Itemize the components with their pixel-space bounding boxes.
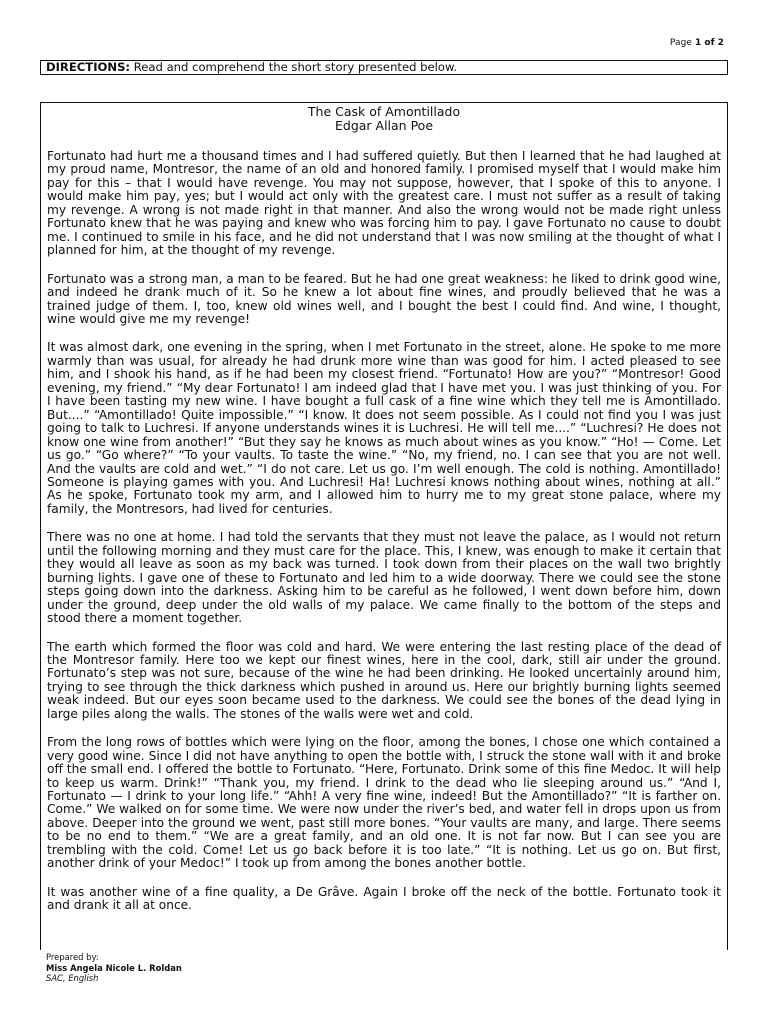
story-paragraph: There was no one at home. I had told the servants that they must not leave the palace, as I would not return until the following morning and they must care for the place. This, I knew, was enough to make it certain that they would all leave as soon as my back was turned. I took down from their places on the wall two brightly burning lights. I gave one of these to Fortunato and led him to a wide doorway. There we could see the stone steps going down into the darkness. Asking him to be careful as he followed, I went down before him, down under the ground, deep under the old walls of my palace. We came finally to the bottom of the steps and stood there a moment together.: [47, 530, 721, 626]
story-paragraph: It was almost dark, one evening in the spring, when I met Fortunato in the street, alone. He spoke to me more warmly than was usual, for already he had drunk more wine than was good for him. I acted pleased to see him, and I shook his hand, as if he had been my closest friend. “Fortunato! How are you?” “Montresor! Good evening, my friend.” “My dear Fortunato! I am indeed glad that I have met you. I was just thinking of you. For I have been tasting my new wine. I have bought a full cask of a fine wine which they tell me is Amontillado. But....” “Amontillado! Quite impossible.” “I know. It does not seem possible. As I could not find you I was just going to talk to Luchresi. If anyone understands wines it is Luchresi. He will tell me....” “Luchresi? He does not know one wine from another!” “But they say he knows as much about wines as you know.” “Ho! — Come. Let us go.” “Go where?” “To your vaults. To taste the wine.” “No, my friend, no. I can see that you are not well. And the vaults are cold and wet.” “I do not care. Let us go. I’m well enough. The cold is nothing. Amontillado! Someone is playing games with you. And Luchresi! Ha! Luchresi knows nothing about wines, nothing at all.” As he spoke, Fortunato took my arm, and I allowed him to hurry me to my great stone palace, where my family, the Montresors, had lived for centuries.: [47, 340, 721, 516]
preparer-name: Miss Angela Nicole L. Roldan: [46, 962, 182, 973]
story-paragraph: From the long rows of bottles which were lying on the floor, among the bones, I chose one which contained a very good wine. Since I did not have anything to open the bottle with, I struck the stone wall with it and broke off the small end. I offered the bottle to Fortunato. “Here, Fortunato. Drink some of this fine Medoc. It will help to keep us warm. Drink!” “Thank you, my friend. I drink to the dead who lie sleeping around us.” “And I, Fortunato — I drink to your long life.” “Ahh! A very fine wine, indeed! But the Amontillado?” “It is farther on. Come.” We walked on for some time. We were now under the river’s bed, and water fell in drops upon us from above. Deeper into the ground we went, past still more bones. “Your vaults are many, and large. There seems to be no end to them.” “We are a great family, and an old one. It is not far now. But I can see you are trembling with the cold. Come! Let us go back before it is too late.” “It is nothing. Let us go on. But first, another drink of your Medoc!” I took up from among the bones another bottle.: [47, 735, 721, 871]
page-number: [670, 38, 724, 48]
directions-label: DIRECTIONS:: [46, 60, 131, 74]
directions-text: Read and comprehend the short story presented below.: [133, 60, 458, 74]
directions-box: [40, 60, 728, 75]
prepared-by-label: Prepared by:: [46, 952, 99, 962]
story-body: [41, 150, 727, 913]
story-title: The Cask of Amontillado: [307, 104, 461, 119]
story-author: Edgar Allan Poe: [334, 118, 434, 133]
page-total: 2: [717, 38, 724, 48]
story-paragraph: It was another wine of a fine quality, a De Grâve. Again I broke off the neck of the bottle. Fortunato took it and drank it all at once.: [47, 884, 721, 913]
preparer-role: SAC, English: [46, 973, 99, 983]
story-box: [40, 102, 728, 950]
page-label: Page: [669, 38, 693, 48]
story-paragraph: The earth which formed the floor was cold and hard. We were entering the last resting place of the dead of the Montresor family. Here too we kept our finest wines, here in the cool, dark, still air under the ground. Fortunato’s step was not sure, because of the wine he had been drinking. He looked uncertainly around him, trying to see through the thick darkness which pushed in around us. Here our brightly burning lights seemed weak indeed. But our eyes soon became used to the darkness. We could see the bones of the dead lying in large piles along the walls. The stones of the walls were wet and cold.: [47, 639, 721, 721]
page-of: of: [704, 38, 715, 48]
footer: [46, 952, 182, 984]
story-paragraph: Fortunato had hurt me a thousand times and I had suffered quietly. But then I learned that he had laughed at my proud name, Montresor, the name of an old and honored family. I promised myself that I would make him pay for this – that I would have revenge. You may not suppose, however, that I spoke of this to anyone. I would make him pay, yes; but I would act only with the greatest care. I must not suffer as a result of taking my revenge. A wrong is not made right in that manner. And also the wrong would not be made right unless Fortunato knew that he was paying and knew who was forcing him to pay. I gave Fortunato no cause to doubt me. I continued to smile in his face, and he did not understand that I was now smiling at the thought of what I planned for him, at the thought of my revenge.: [47, 149, 721, 258]
story-paragraph: Fortunato was a strong man, a man to be feared. But he had one great weakness: he liked to drink good wine, and indeed he drank much of it. So he knew a lot about fine wines, and proudly believed that he was a trained judge of them. I, too, knew old wines well, and I bought the best I could find. And wine, I thought, wine would give me my revenge!: [47, 271, 721, 326]
page-current: 1: [695, 38, 702, 48]
